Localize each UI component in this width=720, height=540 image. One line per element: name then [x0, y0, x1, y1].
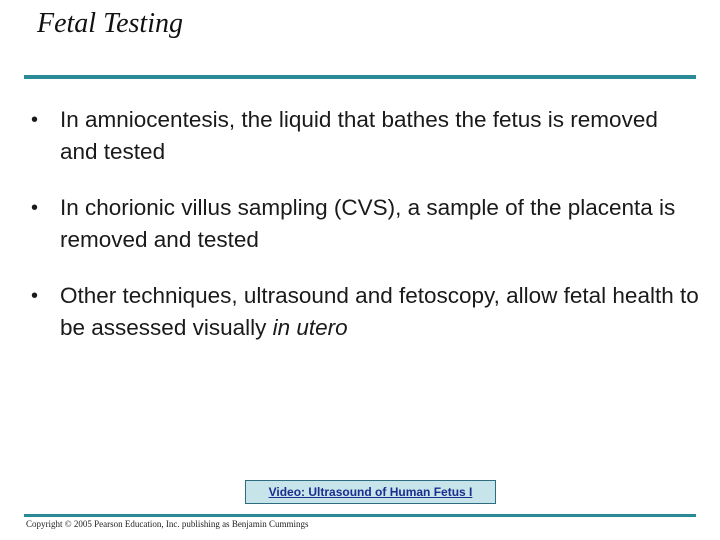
bullet-item-cvs	[31, 192, 699, 256]
video-link-button[interactable]: Video: Ultrasound of Human Fetus I	[245, 480, 496, 504]
copyright-notice: Copyright © 2005 Pearson Education, Inc. publishing as Benjamin Cummings	[26, 519, 309, 529]
bullet-marker: •	[31, 285, 39, 307]
bullet-marker: •	[31, 109, 39, 131]
slide-title: Fetal Testing	[37, 8, 183, 39]
footer-divider	[24, 514, 696, 517]
bullet-list	[31, 104, 699, 368]
bullet-text-italic: in utero	[272, 315, 348, 340]
bullet-item-amniocentesis	[31, 104, 699, 168]
title-divider	[24, 75, 696, 79]
bullet-text: Other techniques, ultrasound and fetoscopy, allow fetal health to be assessed visually	[60, 283, 699, 340]
bullet-item-other-techniques	[31, 280, 699, 344]
bullet-text: In amniocentesis, the liquid that bathes the fetus is removed and tested	[60, 107, 658, 164]
bullet-marker: •	[31, 197, 39, 219]
bullet-text: In chorionic villus sampling (CVS), a sample of the placenta is removed and tested	[60, 195, 676, 252]
